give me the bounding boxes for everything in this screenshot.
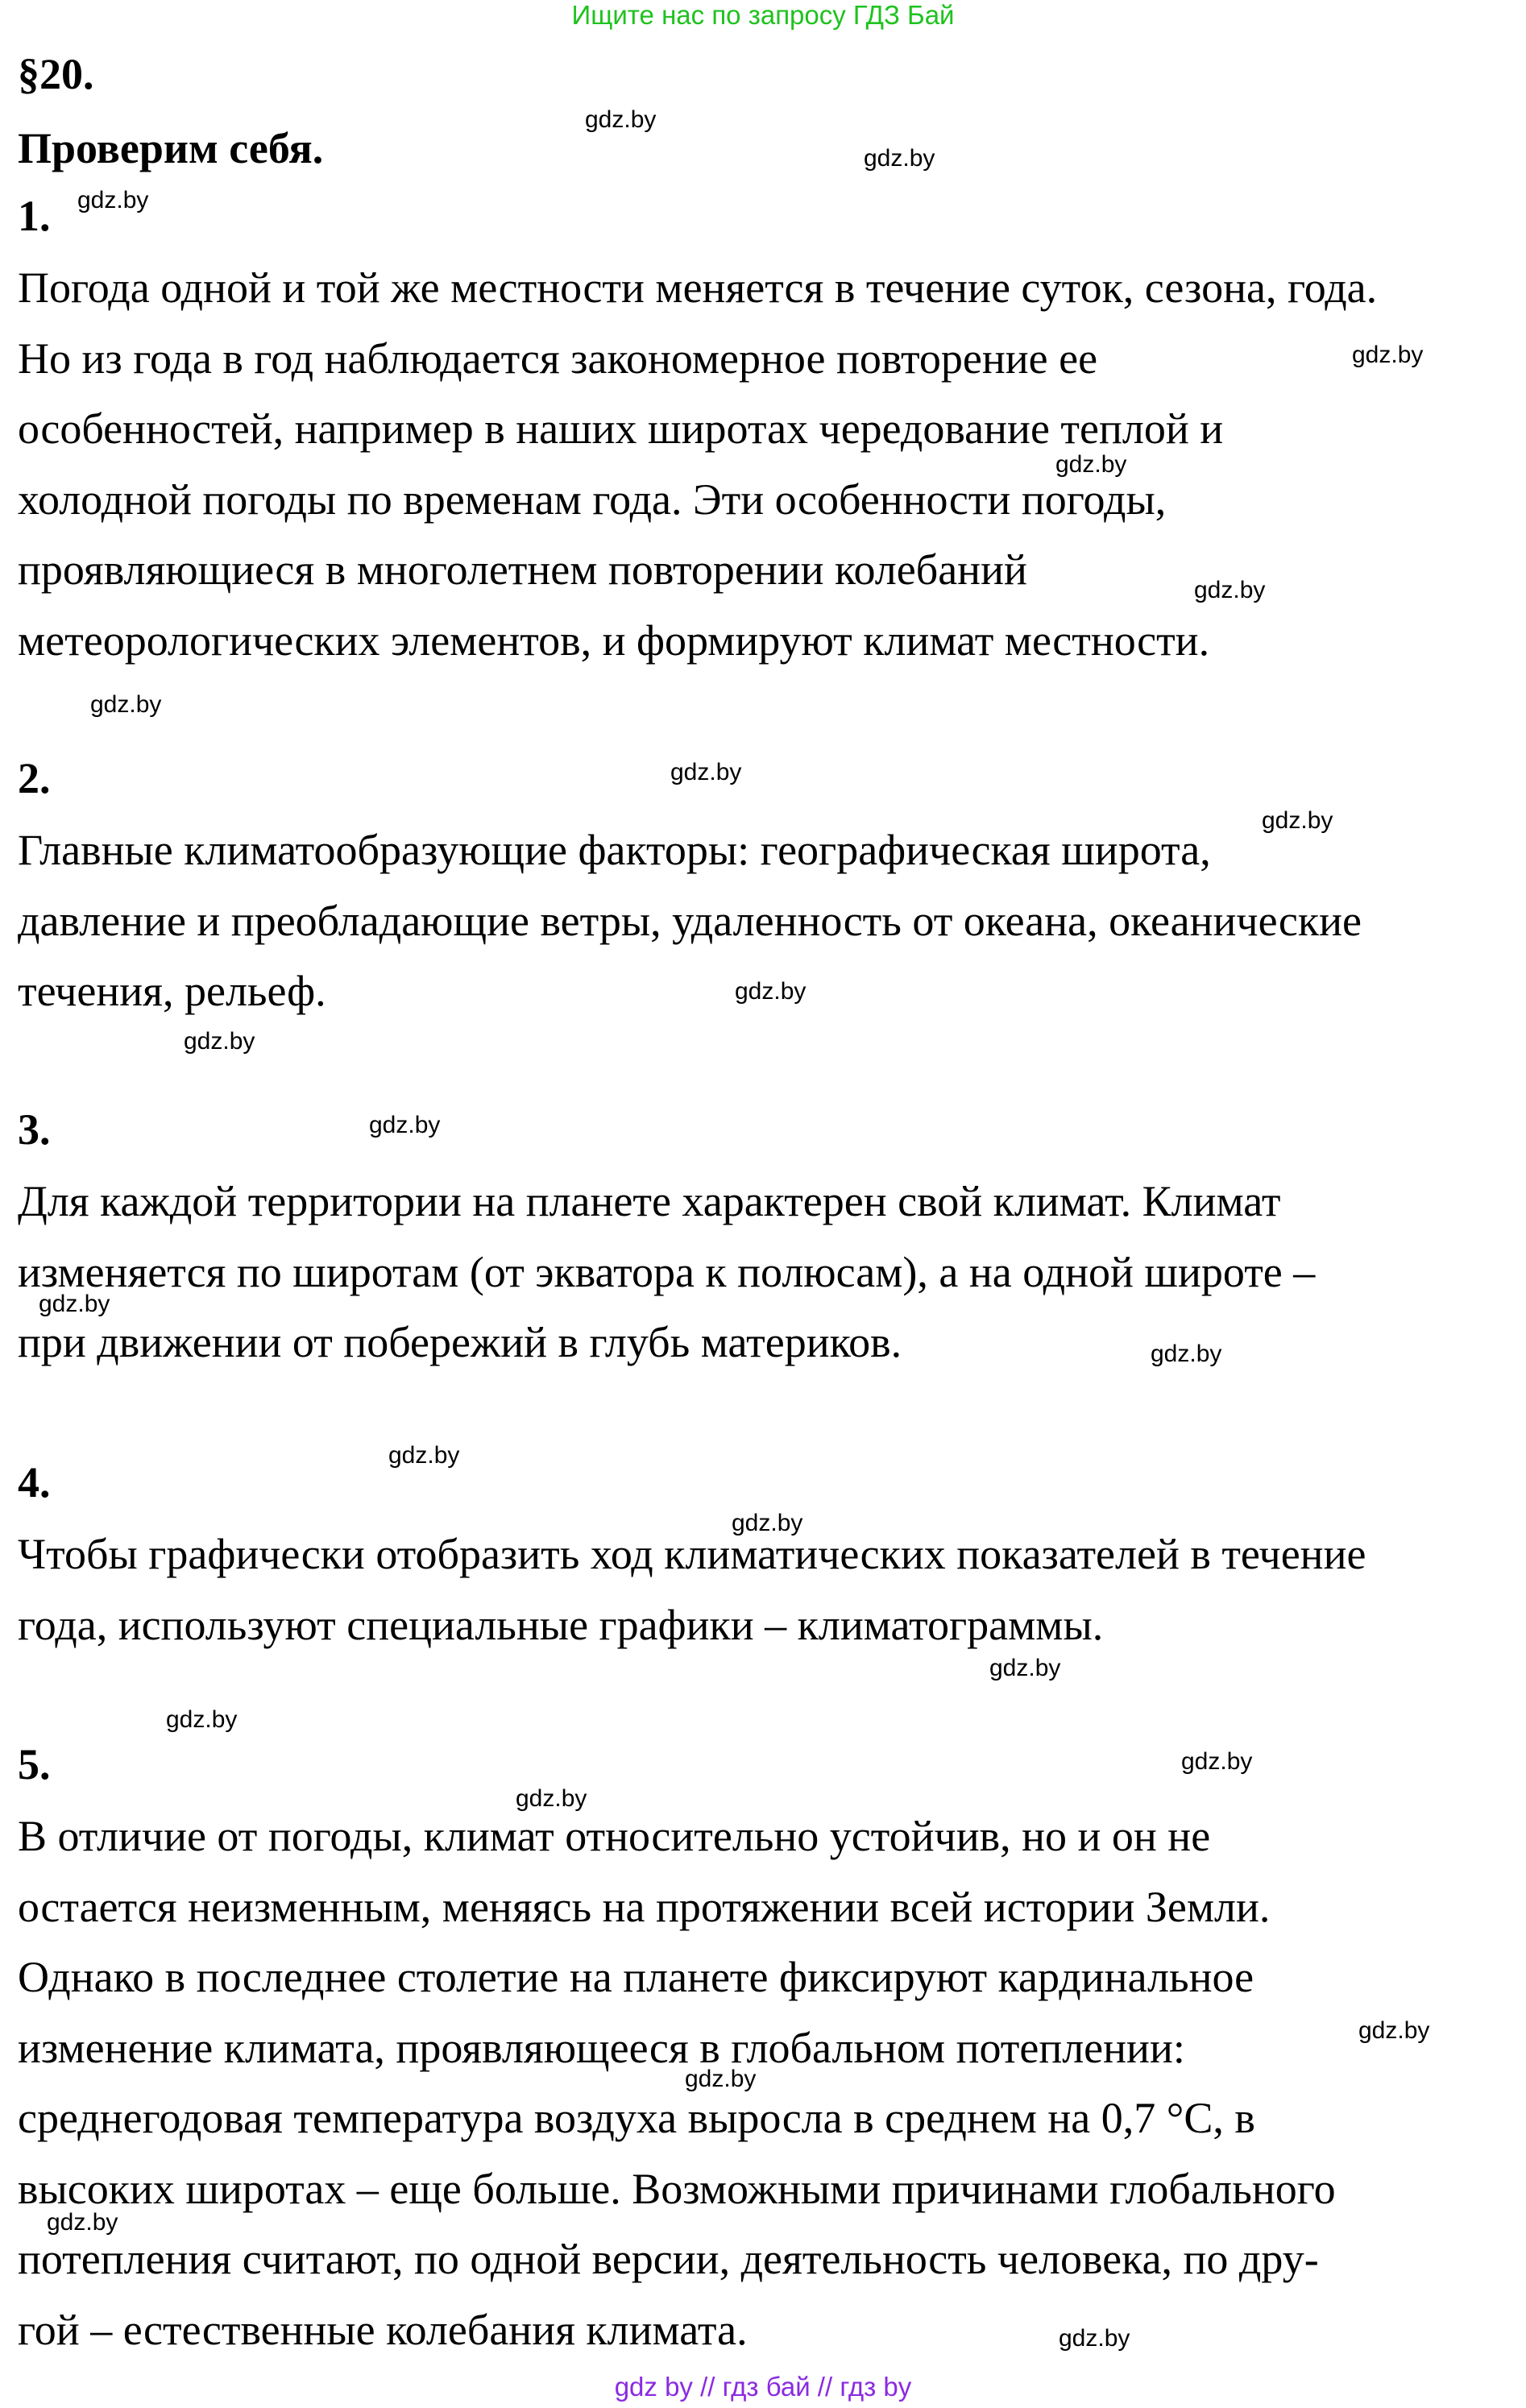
top-search-hint[interactable]: Ищите нас по запросу ГДЗ Бай <box>571 0 955 30</box>
watermark: gdz.by <box>166 1706 238 1733</box>
text-line: потепления считают, по одной версии, деятельность человека, по дру- <box>18 2235 1319 2283</box>
answer-number: 5. <box>18 1740 51 1788</box>
watermark: gdz.by <box>1055 451 1127 478</box>
answer-number: 4. <box>18 1458 51 1507</box>
watermark: gdz.by <box>1194 577 1266 603</box>
watermark: gdz.by <box>47 2209 118 2236</box>
footer-links[interactable]: gdz by // гдз бай // гдз by <box>614 2372 912 2402</box>
watermark: gdz.by <box>1262 807 1333 834</box>
watermark: gdz.by <box>585 106 657 133</box>
text-line: Для каждой территории на планете характерен свой климат. Климат <box>18 1177 1281 1225</box>
text-line: проявляющиеся в многолетнем повторении колебаний <box>18 545 1027 594</box>
section-title: §20. <box>18 50 94 98</box>
text-line: при движении от побережий в глубь материков. <box>18 1318 902 1366</box>
watermark: gdz.by <box>1181 1748 1253 1775</box>
answer-number: 1. <box>18 192 51 240</box>
watermark: gdz.by <box>989 1655 1061 1681</box>
text-line: метеорологических элементов, и формируют климат местности. <box>18 615 1210 665</box>
watermark: gdz.by <box>670 759 742 785</box>
text-line: давление и преобладающие ветры, удаленность от океана, океанические <box>18 896 1362 945</box>
text-line: Чтобы графически отобразить ход климатических показателей в течение <box>18 1530 1366 1578</box>
watermark: gdz.by <box>1358 2017 1430 2044</box>
text-line: особенностей, например в наших широтах чередование теплой и <box>18 404 1224 453</box>
answer-number: 2. <box>18 754 51 802</box>
text-line: холодной погоды по временам года. Эти особенности погоды, <box>18 475 1167 524</box>
text-line: В отличие от погоды, климат относительно устойчив, но и он не <box>18 1812 1211 1860</box>
answer-text <box>18 1519 1366 1660</box>
watermark: gdz.by <box>864 145 935 172</box>
page-subtitle: Проверим себя. <box>18 124 324 172</box>
watermark: gdz.by <box>369 1112 441 1138</box>
text-line: течения, рельеф. <box>18 967 326 1015</box>
text-line: среднегодовая температура воздуха выросла в среднем на 0,7 °С, в <box>18 2094 1255 2142</box>
watermark: gdz.by <box>388 1442 460 1469</box>
text-line: гой – естественные колебания климата. <box>18 2305 748 2354</box>
watermark: gdz.by <box>685 2066 757 2092</box>
text-line: Погода одной и той же местности меняется в течение суток, сезона, года. <box>18 263 1378 312</box>
watermark: gdz.by <box>1352 342 1424 368</box>
watermark: gdz.by <box>735 978 807 1005</box>
watermark: gdz.by <box>1151 1341 1222 1367</box>
watermark: gdz.by <box>732 1510 803 1536</box>
text-line: Главные климатообразующие факторы: географическая широта, <box>18 826 1211 874</box>
answer-text <box>18 253 1377 676</box>
text-line: изменение климата, проявляющееся в глобальном потеплении: <box>18 2023 1185 2072</box>
text-line: Однако в последнее столетие на планете фиксируют кардинальное <box>18 1953 1254 2001</box>
watermark: gdz.by <box>39 1291 110 1317</box>
watermark: gdz.by <box>77 187 149 213</box>
text-line: Но из года в год наблюдается закономерное повторение ее <box>18 334 1098 383</box>
watermark: gdz.by <box>90 691 162 718</box>
watermark: gdz.by <box>516 1785 587 1812</box>
watermark: gdz.by <box>184 1028 255 1055</box>
answer-text <box>18 1801 1336 2365</box>
text-line: остается неизменным, меняясь на протяжении всей истории Земли. <box>18 1882 1271 1931</box>
watermark: gdz.by <box>1059 2325 1130 2352</box>
text-line: года, используют специальные графики – климатограммы. <box>18 1600 1104 1649</box>
text-line: высоких широтах – еще больше. Возможными причинами глобального <box>18 2164 1336 2213</box>
answer-text <box>18 1167 1315 1378</box>
text-line: изменяется по широтам (от экватора к полюсам), а на одной широте – <box>18 1247 1316 1296</box>
answer-text <box>18 815 1362 1027</box>
answer-number: 3. <box>18 1105 51 1154</box>
